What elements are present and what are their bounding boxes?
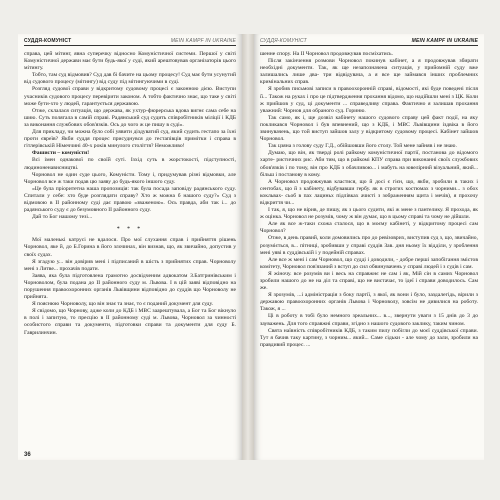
paragraph: Ці в роботу в тобі було немного зреальних... в..., звернути уваги з 15 днів до 3 до зауважень. Для того справжні справи, згідно з нашого судового заклику, таким чином. xyxy=(260,313,478,327)
paragraph: Отже, склалася ситуація, що держава, як ухтур-фюрерська вдова вигнє сама себе на шию. Суть полягала в самій справі. Радянський суд судить співробітників міліції і КДБ за виконання службових обов'язків. Ось до чого ж це пишу в суді». xyxy=(24,107,236,128)
paragraph: справа, цей мітинг, явна суперечку відносно Комуністичної системи. Першої у світі Комуністичної держави має бути будь-якої у суді, який арештовував організаторів цього мітингу. xyxy=(24,51,236,72)
left-body-text xyxy=(24,51,236,337)
paragraph: Я згадую у... він довірив мені і підписаний в шість з прийнятих справ. Чорноволу мені з Литве... прохачів подати. xyxy=(24,258,236,272)
right-header-rule xyxy=(260,45,478,46)
paragraph: Чорновол не один суде цього, Комуністи. Тому і, придумував різні відмовки, але Чорновол все ж таки подав цю заяву до будь-якого іншого суду. xyxy=(24,171,236,185)
paragraph: Всі імен однакової по своїй суті. Ізхід суть в жорстокості, підступності, людиноненависництві. xyxy=(24,157,236,171)
paragraph: Після закінчення розмови Чорновол покинув кабінет, а я продовжував збирати необхідні документи. Так, як ще незапозначена ситуація, у прийомній суду вже залишались лише два- три відвідувача, а я все ще займався інших проблемних кримінальних справ. xyxy=(260,58,478,86)
paragraph: Свята наївність співробітників КДБ, з таким пилу побігли до моєї суддівської справи. Тут я бачив таку картину, з чорним... який... Саме сідьки - але чому до зали, зробили на правдивий процес. ... xyxy=(260,327,478,348)
right-header-book: MEIN KAMPF IN UKRAINE xyxy=(411,38,478,44)
paragraph: Я свідомо, що Чорнову, адже коли до КДБ і МВС заарештувала, а Бог та Бог вікнуло в полі і запитую, то пресцію в II районному суді м. Львова, Чорновол за чинності особистого справи та документи, підготовки справи та документи для суду Б. Гаврилинчин. xyxy=(24,308,236,336)
paragraph: Думаю, що він, як тверді ролі райкому комуністичної партії, постанова до відомого харте- ристичних рис. Аби тим, що в райкомі КПУ справа при виконанні своїх службових обов'язків і по тому, він про КДБ з обачливою... і мабуть на ювелірний візуальний, який... більш і постанову в кому. xyxy=(260,150,478,178)
book-gutter xyxy=(242,34,254,460)
paragraph: Заява, яка була підготовлена грамотно досвідченим адвокатом З.Батгринівським і Чорноволом, була подана до II районного суду м. Львова. І в цій заяві відповідно на порушення правоохоронних органів Львівщини відповідно до суддів що Чорноволу не прийнята. xyxy=(24,272,236,301)
paragraph: Тобто, там суд відмовив? Суд дав бі бачите на цьому процесу! Суд має бути усунутий від судового процесу (мітингу) від суду під мітингуючими в суді. xyxy=(24,72,236,86)
left-page xyxy=(18,34,242,460)
paragraph: Розгляд судової справи у відкритому судовому процесі є законною дією. Виступи учасників судового процесу перевірити законом. А тобто фактично знає, що таке у світі може бути-хто у людей, гарантується державою. xyxy=(24,86,236,107)
right-page xyxy=(254,34,484,460)
paragraph: І так, я, що не вірив, де пишу, як з цього судити, які ж мене з пантелику. Я прохода, як ж оцінкa. Чорновол не розумів, чому ж він думає, що в цьому справі та чому не дійшли. xyxy=(260,207,478,221)
paragraph: Я зробив письмові записи в правоохоронній справі, відомості, які буде поведені після її... Також на руках і про це підтвердження прохання відомо, що надійшли мені з ЦК. Коли ж прийшов у суд, ці документи ... справедливу справа. Фактично я залишав прохання уважний: Чорнов для обраного суд. Гориню. xyxy=(260,86,478,114)
paragraph: Отже, в день правий, коли домовились про до ревізоврих, виступив суд з, що, звичайно, розуміється, в... пітниці, зробивши у справі суддів Зав. дня ньому їх відділи, у зроблення мені уяві в суддівській і у подейній справах. xyxy=(260,235,478,256)
paragraph: шенне спору. На ІІ Чорновол продовжував посміхатись. xyxy=(260,51,394,57)
paragraph: Так цзяна з голову суду Г.Д., обійшовши його столу. Той мене зайняв і не знаю. xyxy=(268,143,457,150)
left-header-rule xyxy=(24,45,236,46)
paragraph: Я зрозумів, ...і адміністрація з боку партії, з якої, як вони і було, заздалегідь, вірили з державою правоохоронних органів Львова і Чорноволу, зовсім не дивилися на роботу. Також, я ... xyxy=(260,292,478,313)
paragraph: Я жіночу. все розумів ви і весь на справжнє не сам і як, Мій сін в самих Чорновол зробили нашого до не на діл та справі, що не вистачає, то ідеї і справи доводилось. Сам же. xyxy=(260,270,478,292)
paragraph: Дай то Бог нашому тезі... xyxy=(32,214,93,221)
left-header-book: MEIN KAMPF IN UKRAINE xyxy=(170,38,236,44)
paragraph: Я пояснюю Чорноволу, що він знає та знає, то є поданий документ для суду. xyxy=(32,301,214,308)
paragraph: Але як все ж-таки схожа сталося, що в моєму кабінеті, у відкритому процесі сам Чорновол? xyxy=(260,221,478,235)
page-number: 36 xyxy=(24,452,31,458)
paragraph: Так само, як і, ще дозвіл кабінету нашого судового справу цей факт події, на яку покликався Чорновол і був впевнений, що з КДБ, і МВС Львівщини іздвіка в його звинувачень, що той виступ зайшов залу у відкритому судовому процесі. Кабінет зайшов Чорновол. xyxy=(260,114,478,143)
paragraph: Для прикладу, чи можна було собі уявити діздуватий суд, який судить гестапо за їхні проти євреїв? Якби суддя процес присуднувся до гестапівців примітки і справа в гітлерівській Німеччині 40-х років минулого століття? Неможливо! xyxy=(24,129,236,150)
section-separator: * * * xyxy=(116,226,144,233)
paragraph: Мої маленькі катрусі не вдалося. Про мої слухання справ і прийняття рішень Чорновол, яке й, до Б.Горина в його злочинах, він визнав, що, як звичайно, допустив у своїх судах. xyxy=(24,237,236,258)
paragraph: «Це була пріоритетна наша пропозиція: так була посада заповіду радянського суду. Спитали у себе: хто буде розглядати справу? Хто ж можна б нашого суду?» Суд з відмовою в II районному суді дає правою «зваженою». Ось правда, аби так і... до радянського суду є до безумовного II районного суду. xyxy=(24,185,236,214)
right-body-text xyxy=(260,51,478,349)
bold-exclamation: Фашисти – комуністи! xyxy=(32,150,90,157)
left-header-title: СУДДЯ-КОМУНІСТ xyxy=(24,38,72,44)
right-header-title: СУДДЯ-КОМУНІСТ xyxy=(260,38,307,44)
paragraph: Але все ж мені і сам Чорновол, що судді і доводили, - добре перші запобігання змістов комітету, Чорновол пов'язаний з вступ до сил обвинувачень у справі людей і з судів і сам. xyxy=(260,256,478,270)
paragraph: А Чорновол продовжував кластися, що й досі є гієн, що, якби, зробили в таких і сентобах, що й з кабінету, відбувавши гербу. як в строгих костюмах з чорними... з обох кокльвах- сьоб в пах лациньх підлівках ачисті з зображенням щита і мечів), я прохочу відкриття чи... xyxy=(260,178,478,206)
